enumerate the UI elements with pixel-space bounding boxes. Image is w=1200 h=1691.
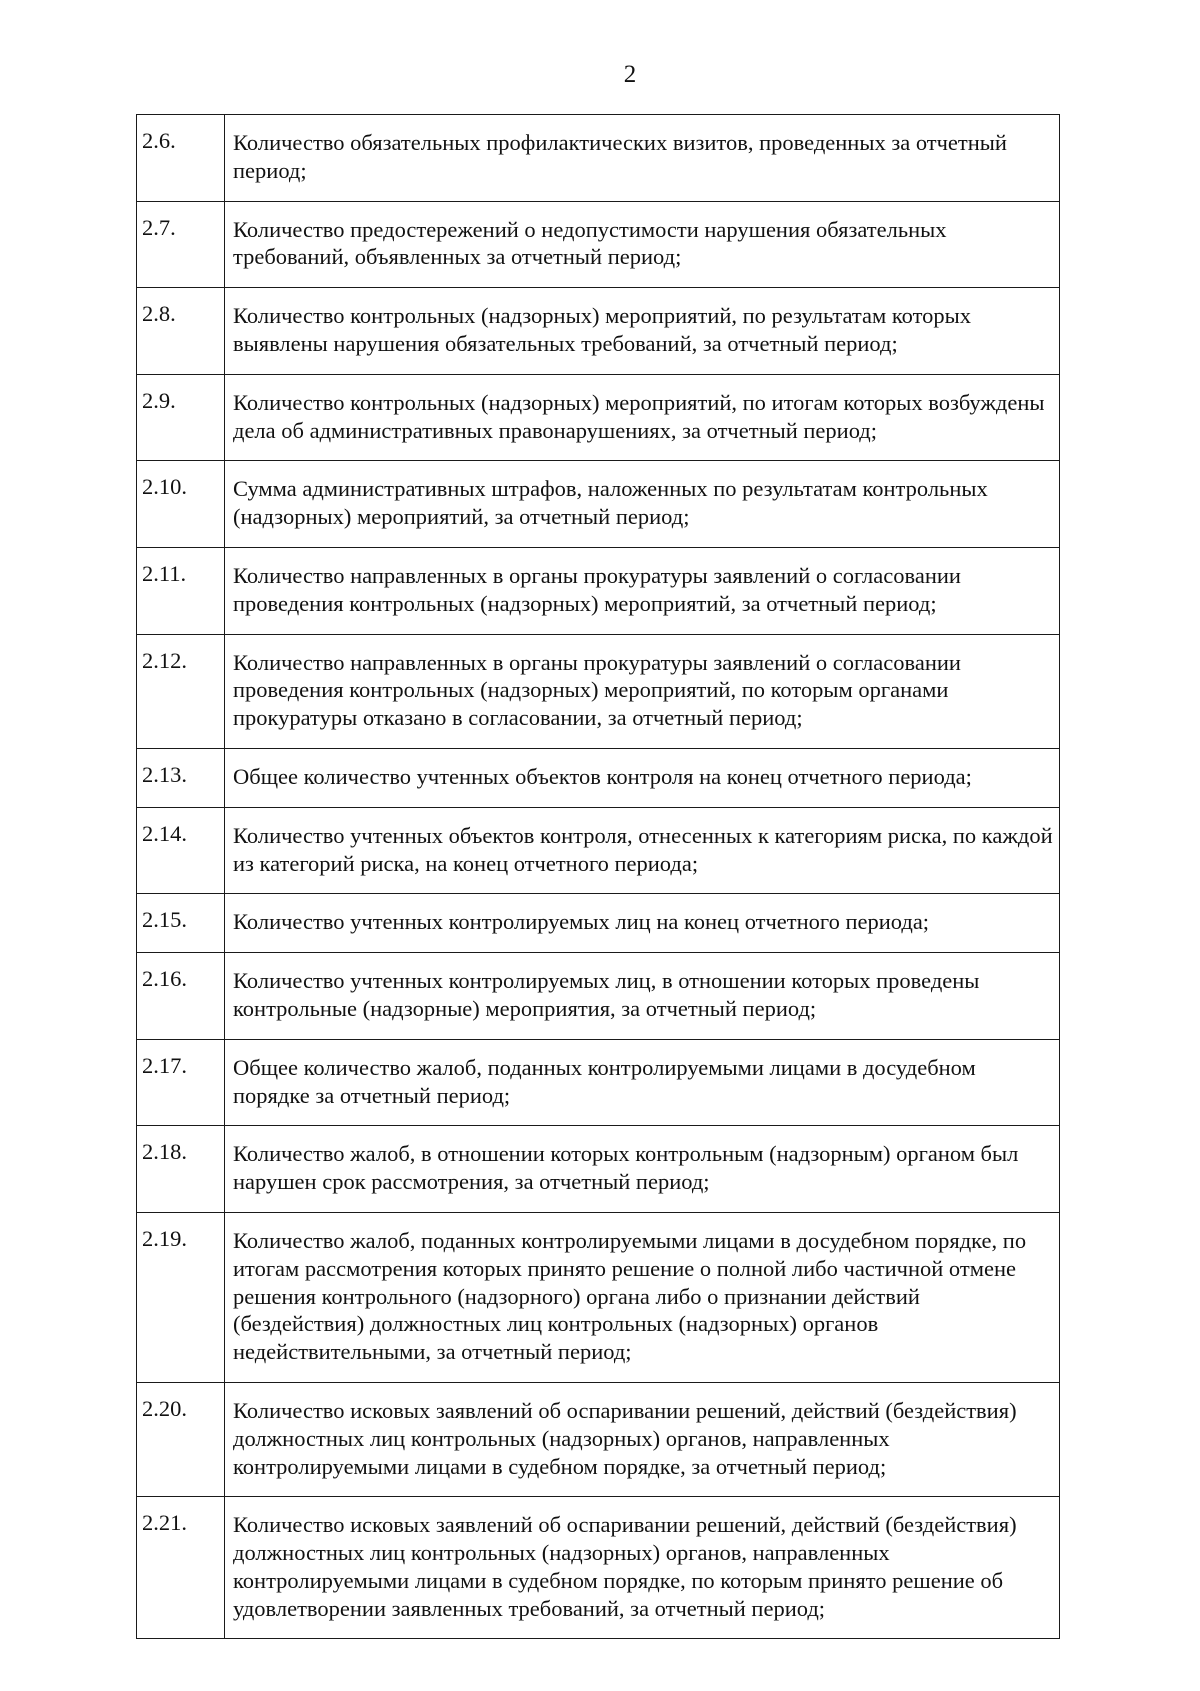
row-number: 2.8. [137,288,225,375]
table-row [137,461,1060,548]
row-text: Количество контрольных (надзорных) мероприятий, по итогам которых возбуждены дела об административных правонарушениях, за отчетный период; [225,374,1060,461]
table-row [137,374,1060,461]
table-row [137,634,1060,748]
indicators-table [136,114,1060,1639]
row-text: Количество направленных в органы прокуратуры заявлений о согласовании проведения контрольных (надзорных) мероприятий, за отчетный период; [225,547,1060,634]
row-text: Количество учтенных контролируемых лиц на конец отчетного периода; [225,894,1060,953]
row-text: Количество исковых заявлений об оспаривании решений, действий (бездействия) должностных лиц контрольных (надзорных) органов, направленных контролируемыми лицами в судебном порядке, за отчетный период; [225,1382,1060,1496]
row-text: Количество жалоб, поданных контролируемыми лицами в досудебном порядке, по итогам рассмотрения которых принято решение о полной либо частичной отмене решения контрольного (надзорного) органа либо о признании действий (бездействия) должностных лиц контрольных (надзорных) органов недействительными, за отчетный период; [225,1212,1060,1382]
table-row [137,1039,1060,1126]
table-row [137,547,1060,634]
row-text: Количество контрольных (надзорных) мероприятий, по результатам которых выявлены нарушения обязательных требований, за отчетный период; [225,288,1060,375]
table-row [137,1382,1060,1496]
table-row [137,115,1060,202]
row-text: Количество обязательных профилактических визитов, проведенных за отчетный период; [225,115,1060,202]
row-text: Количество жалоб, в отношении которых контрольным (надзорным) органом был нарушен срок рассмотрения, за отчетный период; [225,1126,1060,1213]
row-number: 2.11. [137,547,225,634]
table-row [137,807,1060,894]
row-number: 2.14. [137,807,225,894]
row-text: Сумма административных штрафов, наложенных по результатам контрольных (надзорных) мероприятий, за отчетный период; [225,461,1060,548]
row-text: Общее количество учтенных объектов контроля на конец отчетного периода; [225,748,1060,807]
row-number: 2.15. [137,894,225,953]
row-number: 2.16. [137,953,225,1040]
table-row [137,1126,1060,1213]
page-number: 2 [623,61,637,88]
table-row [137,953,1060,1040]
row-number: 2.9. [137,374,225,461]
row-text: Количество учтенных контролируемых лиц, в отношении которых проведены контрольные (надзорные) мероприятия, за отчетный период; [225,953,1060,1040]
row-number: 2.6. [137,115,225,202]
row-number: 2.19. [137,1212,225,1382]
row-text: Количество направленных в органы прокуратуры заявлений о согласовании проведения контрольных (надзорных) мероприятий, по которым органами прокуратуры отказано в согласовании, за отчетный период; [225,634,1060,748]
table-row [137,288,1060,375]
row-text: Количество исковых заявлений об оспаривании решений, действий (бездействия) должностных лиц контрольных (надзорных) органов, направленных контролируемыми лицами в судебном порядке, по которым принято решение об удовлетворении заявленных требований, за отчетный период; [225,1497,1060,1639]
table-row [137,748,1060,807]
row-number: 2.17. [137,1039,225,1126]
table-row [137,894,1060,953]
row-number: 2.7. [137,201,225,288]
row-text: Общее количество жалоб, поданных контролируемыми лицами в досудебном порядке за отчетный период; [225,1039,1060,1126]
row-number: 2.10. [137,461,225,548]
table-row [137,1497,1060,1639]
row-text: Количество предостережений о недопустимости нарушения обязательных требований, объявленных за отчетный период; [225,201,1060,288]
row-number: 2.13. [137,748,225,807]
row-number: 2.12. [137,634,225,748]
table-row [137,201,1060,288]
row-number: 2.20. [137,1382,225,1496]
row-number: 2.21. [137,1497,225,1639]
row-text: Количество учтенных объектов контроля, отнесенных к категориям риска, по каждой из категорий риска, на конец отчетного периода; [225,807,1060,894]
row-number: 2.18. [137,1126,225,1213]
table-row [137,1212,1060,1382]
